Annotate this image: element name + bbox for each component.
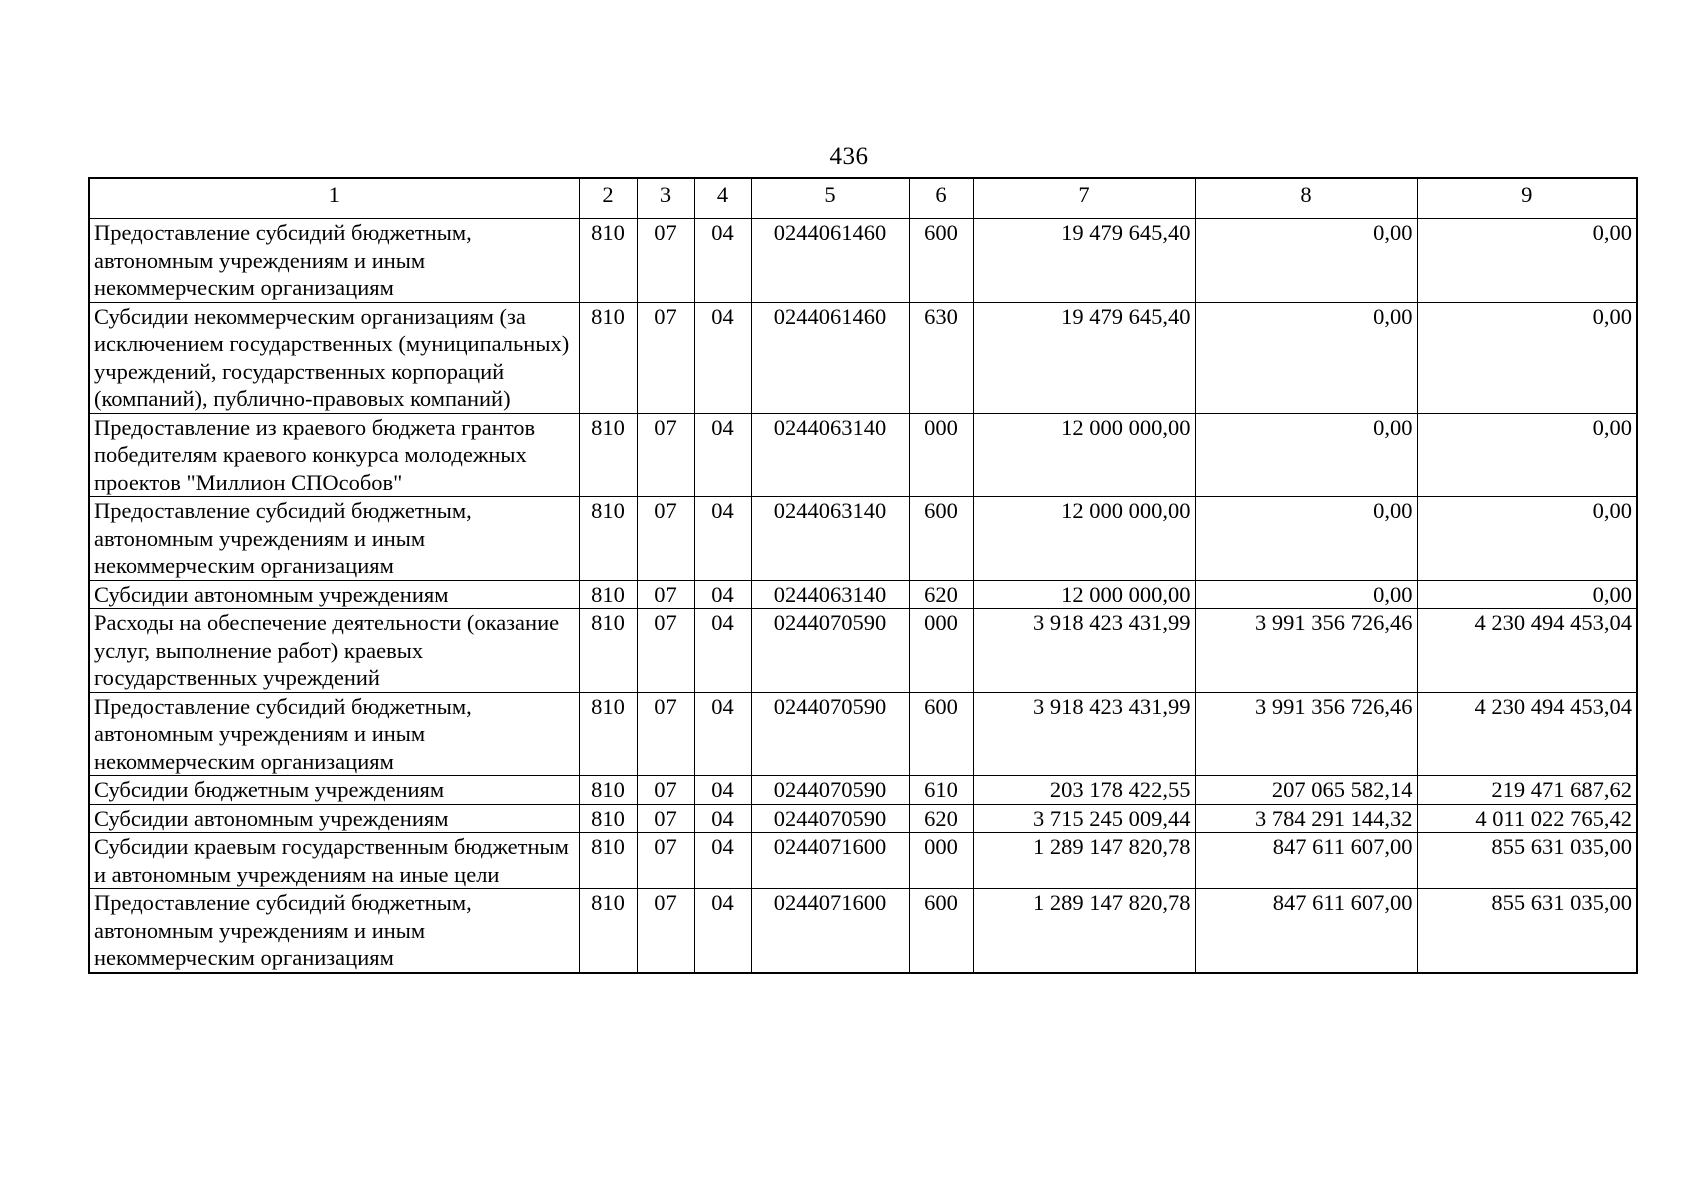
section-code: 07 [637,219,694,303]
subsection-code: 04 [694,804,751,833]
amount-col-8: 207 065 582,14 [1195,776,1417,805]
grbs-code: 810 [579,497,637,581]
target-article-code: 0244063140 [751,413,909,497]
amount-col-7: 12 000 000,00 [973,413,1195,497]
amount-col-9: 855 631 035,00 [1417,833,1637,889]
header-row [89,178,1637,219]
expense-kind-code: 630 [909,302,973,413]
expense-name: Субсидии автономным учреждениям [89,580,579,609]
expense-kind-code: 000 [909,609,973,693]
amount-col-9: 0,00 [1417,580,1637,609]
column-header: 1 [89,178,579,219]
column-header: 3 [637,178,694,219]
expense-kind-code: 600 [909,497,973,581]
table-row [89,609,1637,693]
table-row [89,497,1637,581]
amount-col-8: 3 784 291 144,32 [1195,804,1417,833]
expense-name: Предоставление субсидий бюджетным, автономным учреждениям и иным некоммерческим организациям [89,219,579,303]
grbs-code: 810 [579,413,637,497]
section-code: 07 [637,776,694,805]
budget-table [88,177,1638,974]
target-article-code: 0244070590 [751,776,909,805]
section-code: 07 [637,804,694,833]
grbs-code: 810 [579,804,637,833]
section-code: 07 [637,833,694,889]
target-article-code: 0244071600 [751,833,909,889]
grbs-code: 810 [579,302,637,413]
subsection-code: 04 [694,497,751,581]
expense-name: Субсидии бюджетным учреждениям [89,776,579,805]
amount-col-8: 3 991 356 726,46 [1195,692,1417,776]
target-article-code: 0244070590 [751,804,909,833]
table-row [89,219,1637,303]
amount-col-7: 19 479 645,40 [973,302,1195,413]
table-row [89,889,1637,973]
target-article-code: 0244070590 [751,692,909,776]
expense-kind-code: 000 [909,413,973,497]
expense-kind-code: 600 [909,219,973,303]
target-article-code: 0244063140 [751,580,909,609]
table-row [89,804,1637,833]
amount-col-9: 4 011 022 765,42 [1417,804,1637,833]
amount-col-8: 847 611 607,00 [1195,833,1417,889]
subsection-code: 04 [694,302,751,413]
subsection-code: 04 [694,833,751,889]
amount-col-8: 847 611 607,00 [1195,889,1417,973]
amount-col-9: 219 471 687,62 [1417,776,1637,805]
expense-kind-code: 620 [909,804,973,833]
subsection-code: 04 [694,413,751,497]
expense-name: Предоставление субсидий бюджетным, автономным учреждениям и иным некоммерческим организациям [89,692,579,776]
amount-col-7: 3 918 423 431,99 [973,692,1195,776]
grbs-code: 810 [579,776,637,805]
amount-col-7: 12 000 000,00 [973,580,1195,609]
target-article-code: 0244063140 [751,497,909,581]
expense-name: Субсидии краевым государственным бюджетным и автономным учреждениям на иные цели [89,833,579,889]
amount-col-7: 19 479 645,40 [973,219,1195,303]
section-code: 07 [637,497,694,581]
subsection-code: 04 [694,692,751,776]
expense-kind-code: 620 [909,580,973,609]
table-row [89,776,1637,805]
amount-col-9: 0,00 [1417,497,1637,581]
column-header: 4 [694,178,751,219]
table-row [89,580,1637,609]
section-code: 07 [637,692,694,776]
column-header: 5 [751,178,909,219]
amount-col-9: 0,00 [1417,219,1637,303]
subsection-code: 04 [694,609,751,693]
amount-col-7: 203 178 422,55 [973,776,1195,805]
grbs-code: 810 [579,889,637,973]
amount-col-8: 0,00 [1195,302,1417,413]
amount-col-9: 855 631 035,00 [1417,889,1637,973]
amount-col-9: 4 230 494 453,04 [1417,692,1637,776]
grbs-code: 810 [579,580,637,609]
subsection-code: 04 [694,776,751,805]
table-row [89,302,1637,413]
section-code: 07 [637,302,694,413]
page-number: 436 [829,143,869,170]
amount-col-7: 1 289 147 820,78 [973,889,1195,973]
table-row [89,833,1637,889]
amount-col-8: 0,00 [1195,580,1417,609]
target-article-code: 0244070590 [751,609,909,693]
grbs-code: 810 [579,219,637,303]
column-header: 6 [909,178,973,219]
amount-col-8: 0,00 [1195,413,1417,497]
amount-col-9: 0,00 [1417,302,1637,413]
column-header: 2 [579,178,637,219]
expense-kind-code: 600 [909,692,973,776]
expense-kind-code: 000 [909,833,973,889]
column-header: 9 [1417,178,1637,219]
table-row [89,413,1637,497]
expense-name: Предоставление субсидий бюджетным, автономным учреждениям и иным некоммерческим организациям [89,497,579,581]
expense-name: Расходы на обеспечение деятельности (оказание услуг, выполнение работ) краевых государственных учреждений [89,609,579,693]
target-article-code: 0244061460 [751,219,909,303]
grbs-code: 810 [579,609,637,693]
target-article-code: 0244071600 [751,889,909,973]
section-code: 07 [637,889,694,973]
amount-col-9: 4 230 494 453,04 [1417,609,1637,693]
section-code: 07 [637,580,694,609]
section-code: 07 [637,413,694,497]
grbs-code: 810 [579,692,637,776]
expense-kind-code: 610 [909,776,973,805]
amount-col-8: 0,00 [1195,219,1417,303]
column-header: 8 [1195,178,1417,219]
amount-col-8: 0,00 [1195,497,1417,581]
subsection-code: 04 [694,219,751,303]
amount-col-7: 3 715 245 009,44 [973,804,1195,833]
amount-col-7: 3 918 423 431,99 [973,609,1195,693]
grbs-code: 810 [579,833,637,889]
amount-col-8: 3 991 356 726,46 [1195,609,1417,693]
amount-col-9: 0,00 [1417,413,1637,497]
expense-name: Субсидии автономным учреждениям [89,804,579,833]
subsection-code: 04 [694,889,751,973]
expense-kind-code: 600 [909,889,973,973]
section-code: 07 [637,609,694,693]
subsection-code: 04 [694,580,751,609]
column-header: 7 [973,178,1195,219]
expense-name: Предоставление субсидий бюджетным, автономным учреждениям и иным некоммерческим организациям [89,889,579,973]
amount-col-7: 12 000 000,00 [973,497,1195,581]
expense-name: Предоставление из краевого бюджета грантов победителям краевого конкурса молодежных проектов "Миллион СПОсобов" [89,413,579,497]
amount-col-7: 1 289 147 820,78 [973,833,1195,889]
table-row [89,692,1637,776]
target-article-code: 0244061460 [751,302,909,413]
expense-name: Субсидии некоммерческим организациям (за исключением государственных (муниципальных) учреждений, государственных корпораций (компаний), публично-правовых компаний) [89,302,579,413]
